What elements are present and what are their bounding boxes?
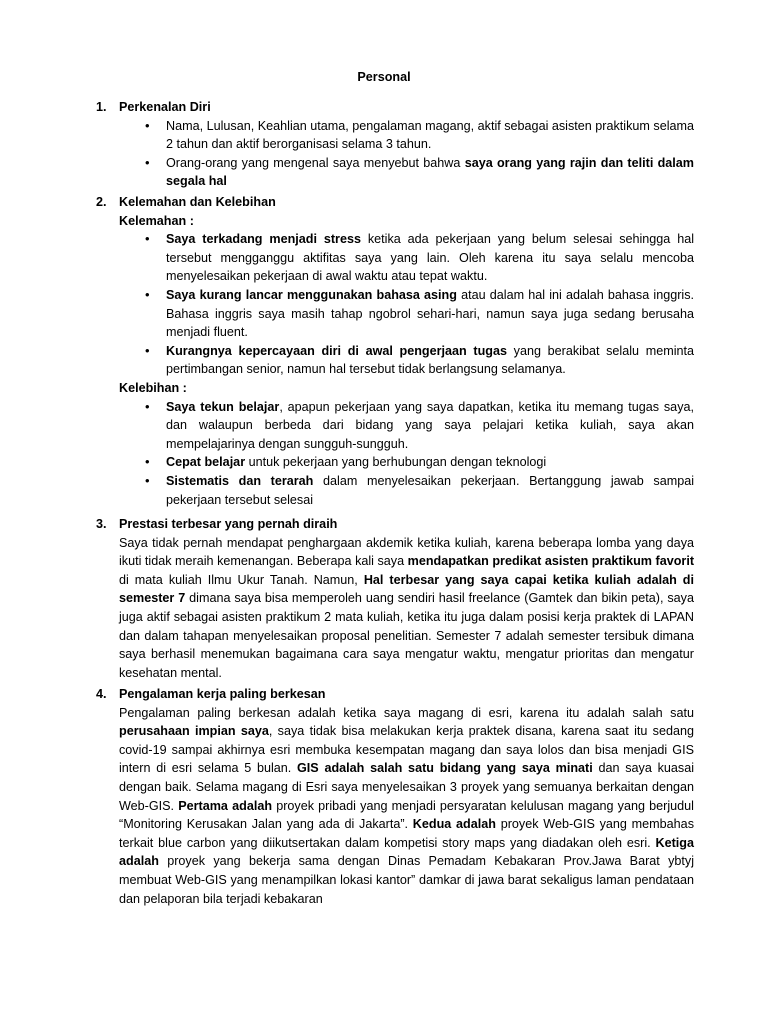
kelemahan-label: Kelemahan : xyxy=(119,213,194,228)
list-item: • Cepat belajar untuk pekerjaan yang berhubungan dengan teknologi xyxy=(166,453,694,472)
section-heading: Prestasi terbesar yang pernah diraih xyxy=(119,517,338,531)
section-number: 3. xyxy=(96,517,107,531)
section-heading: Perkenalan Diri xyxy=(119,100,211,114)
section-number: 2. xyxy=(96,195,107,209)
paragraph: Saya tidak pernah mendapat penghargaan akdemik ketika kuliah, karena beberapa lomba yang daya ikuti tidak meraih kemenangan. Beberapa kali saya mendapatkan predikat asisten praktikum favorit di mata kuliah Ilmu Ukur Tanah. Namun, Hal terbesar yang saya capai ketika kuliah adalah di semester 7 dimana saya bisa memperoleh uang sendiri hasil freelance (Gamtek dan bikin peta), saya juga aktif sebagai asisten praktikum 2 mata kuliah, ketika itu juga dalam posisi kerja praktek di LAPAN dan dalam tahapan menyelesaikan proposal penelitian. Semester 7 adalah semester tersibuk dimana saya berhasil menemukan bagaimana cara saya mengatur waktu, mengatur prioritas dan mengatur kesehatan mental. xyxy=(119,535,695,680)
kelebihan-list xyxy=(96,398,696,510)
list-item: • Kurangnya kepercayaan diri di awal pengerjaan tugas yang berakibat selalu meminta pertimbangan senior, namun hal tersebut tidak berlangsung selamanya. xyxy=(166,342,694,379)
section-perkenalan-diri xyxy=(96,98,696,191)
section-prestasi xyxy=(96,515,696,682)
section-heading: Kelemahan dan Kelebihan xyxy=(119,195,276,209)
list-item: • Nama, Lulusan, Keahlian utama, pengalaman magang, aktif sebagai asisten praktikum selama 2 tahun dan aktif berorganisasi selama 3 tahun. xyxy=(166,117,694,154)
section-number: 4. xyxy=(96,687,107,701)
bullet-list xyxy=(96,117,696,191)
list-item: • Orang-orang yang mengenal saya menyebut bahwa saya orang yang rajin dan teliti dalam segala hal xyxy=(166,154,694,191)
list-item: • Saya kurang lancar menggunakan bahasa asing atau dalam hal ini adalah bahasa inggris. Bahasa inggris saya masih tahap ngobrol sehari-hari, namun saya juga sedang berusaha menjadi fluent. xyxy=(166,286,694,342)
section-pengalaman-kerja xyxy=(96,685,696,908)
kelebihan-label: Kelebihan : xyxy=(119,380,187,395)
list-item: • Saya tekun belajar, apapun pekerjaan yang saya dapatkan, ketika itu memang tugas saya, dan walaupun berbeda dari bidang yang saya pelajari ketika kuliah, saya akan mempelajarinya dengan sungguh-sungguh. xyxy=(166,398,694,454)
paragraph: Pengalaman paling berkesan adalah ketika saya magang di esri, karena itu adalah salah satu perusahaan impian saya, saya tidak bisa melakukan kerja praktek disana, karena saat itu sedang covid-19 sampai akhirnya esri membuka kesempatan magang dan saya lolos dan bisa menjadi GIS intern di esri selama 5 bulan. GIS adalah salah satu bidang yang saya minati dan saya kuasai dengan baik. Selama magang di Esri saya menyelesaikan 3 proyek yang semuanya berkaitan dengan Web-GIS. Pertama adalah proyek pribadi yang menjadi persyaratan kelulusan magang yang berjudul “Monitoring Kerusakan Jalan yang ada di Jakarta”. Kedua adalah proyek Web-GIS yang membahas terkait blue carbon yang diikutsertakan dalam kompetisi story maps yang diadakan oleh esri. Ketiga adalah proyek yang bekerja sama dengan Dinas Pemadam Kebakaran Prov.Jawa Barat ybtyj membuat Web-GIS yang menampilkan lokasi kantor” damkar di jawa barat sekaligus laman pendataan dan pelaporan bila terjadi kebakaran xyxy=(119,705,695,906)
list-item: • Sistematis dan terarah dalam menyelesaikan pekerjaan. Bertanggung jawab sampai pekerjaan tersebut selesai xyxy=(166,472,694,509)
list-item: • Saya terkadang menjadi stress ketika ada pekerjaan yang belum selesai sehingga hal tersebut mengganggu aktifitas saya yang lain. Oleh karena itu saya selalu mencoba menyelesaikan pekerjaan di awal waktu atau tepat waktu. xyxy=(166,230,694,286)
section-kelemahan-kelebihan xyxy=(96,193,696,509)
page-title: Personal xyxy=(357,70,411,84)
section-number: 1. xyxy=(96,100,107,114)
kelemahan-list xyxy=(96,230,696,379)
section-heading: Pengalaman kerja paling berkesan xyxy=(119,687,326,701)
